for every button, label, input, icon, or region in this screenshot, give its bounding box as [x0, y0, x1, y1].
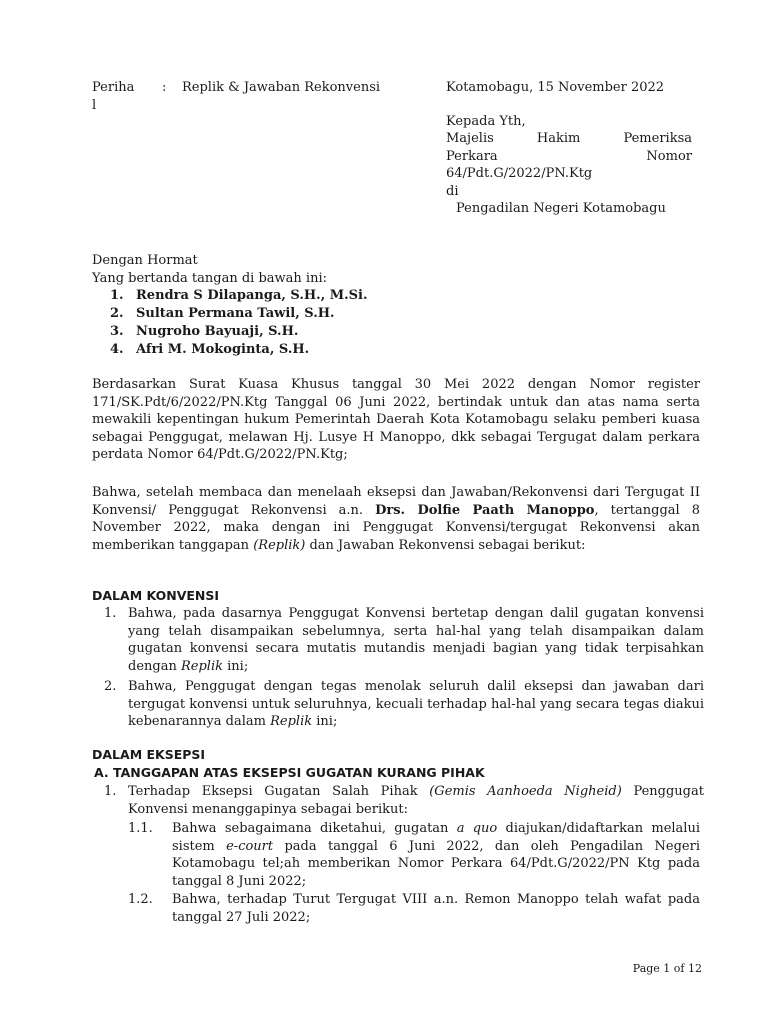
subject-label — [92, 79, 148, 114]
sub-list-item-text — [172, 820, 700, 890]
addressee-line: Kepada Yth, — [446, 113, 526, 129]
list-number: 3. — [110, 324, 124, 339]
power-of-attorney-paragraph: Berdasarkan Surat Kuasa Khusus tanggal 30 Mei 2022 dengan Nomor register 171/SK.Pdt/6/2022/PN.Ktg Tanggal 06 Juni 2022, bertindak untuk dan atas nama serta mewakili kepentingan hukum Pemerintah Daerah Kota Kotamobagu selaku pemberi kuasa sebagai Penggugat, melawan Hj. Lusye H Manoppo, dkk sebagai Tergugat dalam perkara perdata Nomor 64/Pdt.G/2022/PN.Ktg; — [92, 377, 700, 462]
list-item — [110, 323, 368, 341]
subject-colon: : — [162, 80, 167, 95]
list-item-text — [128, 605, 704, 675]
subject-label-part2: l — [92, 97, 97, 113]
item-text: Bahwa, Penggugat dengan tegas menolak seluruh dalil eksepsi dan jawaban dari tergugat konvensi untuk seluruhnya, kecuali terhadap hal-hal yang secara tegas diakui kebenarannya dalam — [128, 679, 704, 729]
list-number: 4. — [110, 342, 124, 357]
item-text: pada tanggal 6 Juni 2022, dan oleh Pengadilan Negeri Kotamobagu tel;ah memberikan Nomor Perkara 64/Pdt.G/2022/PN Ktg pada tanggal 8 Juni 2022; — [172, 838, 700, 889]
legal-term: (Gemis Aanhoeda Nigheid) — [429, 784, 622, 799]
item-text: diajukan/didaftarkan melalui sistem — [172, 821, 700, 854]
greeting: Dengan Hormat — [92, 253, 198, 268]
legal-term: e-court — [226, 838, 274, 854]
item-text: Penggugat Konvensi menanggapinya sebagai berikut: — [128, 784, 704, 817]
representative-name: Nugroho Bayuaji, S.H. — [136, 324, 299, 339]
legal-term: a quo — [456, 821, 498, 836]
court-name: Pengadilan Negeri Kotamobagu — [456, 201, 666, 216]
paragraph-text: , tertanggal 8 November 2022, maka dengan ini Penggugat Konvensi/tergugat Rekonvensi akan memberikan tanggapan — [92, 502, 700, 553]
representative-name: Afri M. Mokoginta, S.H. — [136, 342, 310, 357]
addressee-line: Perkara Nomor — [446, 148, 692, 164]
addressee-line: Majelis Hakim Pemeriksa — [446, 131, 692, 146]
list-number: 1. — [110, 288, 124, 303]
list-number: 1. — [104, 784, 117, 799]
replik-term: (Replik) — [253, 537, 306, 553]
list-number: 2. — [110, 306, 124, 321]
representatives-list — [110, 287, 368, 359]
response-intro-paragraph — [92, 484, 700, 554]
section-heading-eksepsi: DALAM EKSEPSI — [92, 747, 206, 762]
list-item — [110, 287, 368, 305]
page-number: Page 1 of 12 — [632, 962, 702, 975]
section-heading-konvensi: DALAM KONVENSI — [92, 588, 220, 603]
sub-list-number: 1.2. — [128, 892, 153, 907]
representative-name: Rendra S Dilapanga, S.H., M.Si. — [136, 288, 368, 303]
defendant-name: Drs. Dolfie Paath Manoppo — [375, 502, 595, 518]
list-item — [110, 305, 368, 323]
item-text: Terhadap Eksepsi Gugatan Salah Pihak — [128, 784, 418, 799]
list-item-text — [128, 678, 704, 731]
paragraph-text: Bahwa, setelah membaca dan menelaah eksepsi dan Jawaban/Rekonvensi dari Tergugat II Konvensi/ Penggugat Rekonvensi a.n. — [92, 485, 700, 518]
replik-term: Replik — [270, 714, 313, 729]
paragraph-text: dan Jawaban Rekonvensi sebagai berikut: — [309, 537, 586, 553]
case-number: 64/Pdt.G/2022/PN.Ktg — [446, 166, 593, 181]
replik-term: Replik — [180, 658, 223, 674]
undersigned-intro: Yang bertanda tangan di bawah ini: — [92, 270, 327, 286]
place-date: Kotamobagu, 15 November 2022 — [446, 80, 665, 95]
subsection-heading: A. TANGGAPAN ATAS EKSEPSI GUGATAN KURANG PIHAK — [94, 765, 485, 780]
representative-name: Sultan Permana Tawil, S.H. — [136, 306, 335, 321]
list-number: 2. — [104, 679, 117, 694]
item-text: ini; — [227, 658, 249, 674]
list-item-text — [128, 783, 704, 818]
subject-label-part1: Periha — [92, 80, 135, 95]
addressee-block — [446, 79, 692, 218]
list-item — [110, 341, 368, 359]
list-number: 1. — [104, 606, 117, 621]
addressee-line: di — [446, 183, 459, 199]
greeting-block — [92, 252, 700, 287]
item-text: Bahwa, pada dasarnya Penggugat Konvensi bertetap dengan dalil gugatan konvensi yang telah disampaikan sebelumnya, serta hal-hal yang telah disampaikan dalam gugatan konvensi secara mutatis mutandis menjadi bagian yang tidak terpisahkan dengan — [128, 606, 704, 674]
subject-value: Replik & Jawaban Rekonvensi — [182, 80, 381, 95]
item-text: Bahwa sebagaimana diketahui, gugatan — [172, 821, 449, 836]
item-text: ini; — [316, 714, 338, 729]
sub-list-number: 1.1. — [128, 821, 153, 836]
sub-list-item-text: Bahwa, terhadap Turut Tergugat VIII a.n. Remon Manoppo telah wafat pada tanggal 27 Juli 2022; — [172, 892, 700, 925]
